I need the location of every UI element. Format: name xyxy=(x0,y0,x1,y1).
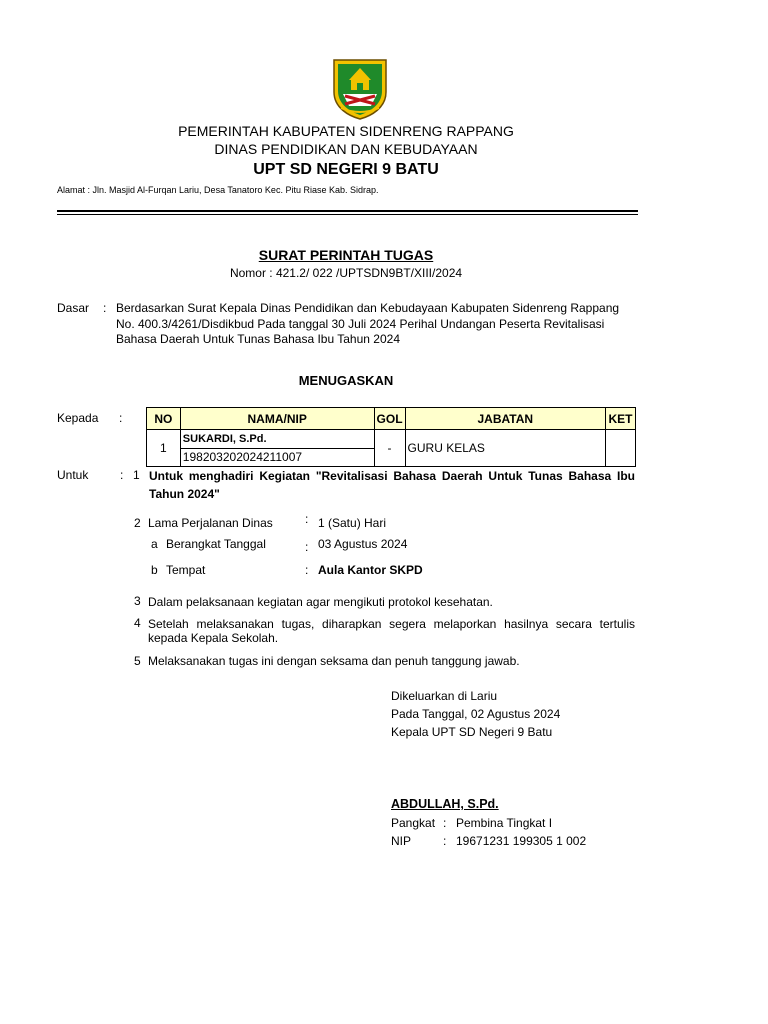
school-name: UPT SD NEGERI 9 BATU xyxy=(253,161,439,178)
table-header-row xyxy=(147,408,636,430)
letterhead-rule-thin xyxy=(57,214,638,215)
kepada-label: Kepada xyxy=(57,411,99,425)
dasar-colon: : xyxy=(103,301,107,315)
pangkat-colon: : xyxy=(443,816,447,830)
row-nama: SUKARDI, S.Pd. xyxy=(180,430,374,449)
item-3-number: 3 xyxy=(134,594,141,608)
item-4-line-1: Setelah melaksanakan tugas, diharapkan segera melaporkan hasilnya secara tertulis xyxy=(148,617,635,631)
dasar-line-1: Berdasarkan Surat Kepala Dinas Pendidikan dan Kebudayaan Kabupaten Sidenreng Rappang xyxy=(116,301,620,315)
dasar-label: Dasar xyxy=(57,301,90,315)
district-emblem-logo xyxy=(331,56,389,120)
menugaskan-heading: MENUGASKAN xyxy=(298,373,394,388)
government-name: PEMERINTAH KABUPATEN SIDENRENG RAPPANG xyxy=(178,123,514,139)
row-nip: 198203202024211007 xyxy=(180,448,374,467)
item-5-text: Melaksanakan tugas ini dengan seksama dan penuh tanggung jawab. xyxy=(148,654,520,668)
item-3-text: Dalam pelaksanaan kegiatan agar mengikuti protokol kesehatan. xyxy=(148,595,493,609)
item-2-colon: : xyxy=(305,512,309,526)
nip-colon: : xyxy=(443,834,447,848)
letterhead-rule-thick xyxy=(57,210,638,212)
signer-name: ABDULLAH, S.Pd. xyxy=(391,797,499,811)
nip-value: 19671231 199305 1 002 xyxy=(456,834,587,848)
item-1-line-1: Untuk menghadiri Kegiatan "Revitalisasi Bahasa Daerah Untuk Tunas Bahasa Ibu xyxy=(149,469,635,483)
item-2b-label: Tempat xyxy=(166,563,206,577)
item-1-number: 1 xyxy=(133,468,140,482)
header-nama-nip: NAMA/NIP xyxy=(180,408,374,430)
item-2a-colon: : xyxy=(305,540,309,554)
staff-table xyxy=(146,407,636,467)
item-5-number: 5 xyxy=(134,654,141,668)
row-jabatan: GURU KELAS xyxy=(405,430,605,467)
table-row xyxy=(147,430,636,449)
nip-label: NIP xyxy=(391,834,412,848)
item-2-value: 1 (Satu) Hari xyxy=(318,516,387,530)
item-2b-colon: : xyxy=(305,563,309,577)
department-name: DINAS PENDIDIKAN DAN KEBUDAYAAN xyxy=(214,141,478,157)
item-2a-value: 03 Agustus 2024 xyxy=(318,537,408,551)
header-gol: GOL xyxy=(374,408,405,430)
dasar-line-3: Bahasa Daerah Untuk Tunas Bahasa Ibu Tahun 2024 xyxy=(116,332,400,346)
issued-date: Pada Tanggal, 02 Agustus 2024 xyxy=(391,707,561,721)
untuk-label: Untuk xyxy=(57,468,89,482)
kepada-colon: : xyxy=(119,411,123,425)
header-no: NO xyxy=(147,408,181,430)
untuk-colon: : xyxy=(120,468,124,482)
issued-place: Dikeluarkan di Lariu xyxy=(391,689,498,703)
item-2a-label: Berangkat Tanggal xyxy=(166,537,266,551)
letter-title: SURAT PERINTAH TUGAS xyxy=(258,247,434,263)
row-ket xyxy=(606,430,636,467)
signer-position: Kepala UPT SD Negeri 9 Batu xyxy=(391,725,553,739)
letter-number: Nomor : 421.2/ 022 /UPTSDN9BT/XIII/2024 xyxy=(229,266,463,280)
item-2-label: Lama Perjalanan Dinas xyxy=(148,516,273,530)
item-2b-value: Aula Kantor SKPD xyxy=(318,563,423,577)
item-2a-letter: a xyxy=(151,537,158,551)
item-1-line-2: Tahun 2024" xyxy=(149,487,220,501)
header-jabatan: JABATAN xyxy=(405,408,605,430)
item-4-number: 4 xyxy=(134,616,141,630)
pangkat-value: Pembina Tingkat I xyxy=(456,816,553,830)
pangkat-label: Pangkat xyxy=(391,816,436,830)
school-address: Alamat : Jln. Masjid Al-Furqan Lariu, Desa Tanatoro Kec. Pitu Riase Kab. Sidrap. xyxy=(57,185,379,195)
item-2b-letter: b xyxy=(151,563,158,577)
item-4-line-2: kepada Kepala Sekolah. xyxy=(148,631,279,645)
header-ket: KET xyxy=(606,408,636,430)
dasar-line-2: No. 400.3/4261/Disdikbud Pada tanggal 30 Juli 2024 Perihal Undangan Peserta Revitalisasi xyxy=(116,317,605,331)
item-2-number: 2 xyxy=(134,516,141,530)
row-gol: - xyxy=(374,430,405,467)
row-no: 1 xyxy=(147,430,181,467)
